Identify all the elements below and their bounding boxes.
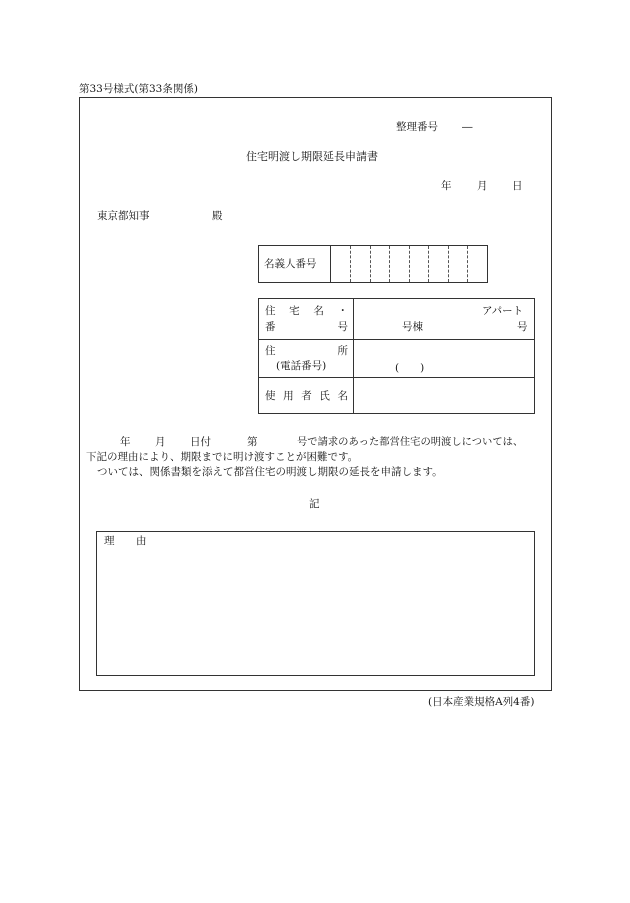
paper-size-note: (日本産業規格A列4番) — [428, 696, 535, 708]
body-line-1-rest: 号で請求のあった都営住宅の明渡しについては、 — [297, 436, 524, 448]
body-line-2: 下記の理由により、期限までに明け渡すことが困難です。 — [86, 451, 359, 463]
date-day: 日 — [512, 180, 523, 192]
applicant-table-row-line-1 — [258, 339, 535, 340]
ki-heading: 記 — [309, 498, 320, 510]
body-line-1-month: 月 — [155, 436, 166, 448]
user-name-field[interactable] — [355, 379, 533, 412]
nominee-number-divider — [330, 245, 331, 283]
reason-label-2: 由 — [136, 535, 147, 547]
applicant-table-divider — [353, 298, 354, 414]
housing-number-label: 番 号 — [265, 321, 348, 333]
address-label: 住 所 — [265, 345, 348, 357]
form-title: 住宅明渡し期限延長申請書 — [246, 150, 378, 163]
housing-name-label: 住 宅 名 ・ — [265, 305, 348, 317]
phone-label: (電話番号) — [276, 360, 327, 372]
reason-label-1: 理 — [104, 535, 115, 547]
body-line-1-number: 第 — [247, 436, 258, 448]
nominee-number-label: 名義人番号 — [264, 258, 317, 270]
reason-box[interactable] — [96, 531, 535, 676]
body-line-3: ついては、関係書類を添えて都営住宅の明渡し期限の延長を申請します。 — [97, 466, 443, 478]
form-number: 第33号様式(第33条関係) — [79, 83, 198, 95]
date-month: 月 — [477, 180, 488, 192]
reference-number-dash: ― — [462, 121, 473, 133]
housing-name-field[interactable] — [355, 300, 533, 337]
addressee-name: 東京都知事 — [97, 210, 150, 222]
building-label: 号棟 — [402, 321, 423, 333]
apartment-label: アパート — [482, 305, 524, 317]
body-line-1-day: 日付 — [190, 436, 211, 448]
room-label: 号 — [517, 321, 528, 333]
address-field[interactable] — [355, 341, 533, 375]
reference-number-label: 整理番号 — [396, 121, 438, 133]
applicant-table-row-line-2 — [258, 377, 535, 378]
phone-parens: ( ) — [395, 362, 425, 374]
addressee-honorific: 殿 — [212, 210, 223, 222]
body-line-1-year: 年 — [120, 436, 131, 448]
date-year: 年 — [441, 180, 452, 192]
user-name-label: 使 用 者 氏 名 — [265, 390, 348, 402]
